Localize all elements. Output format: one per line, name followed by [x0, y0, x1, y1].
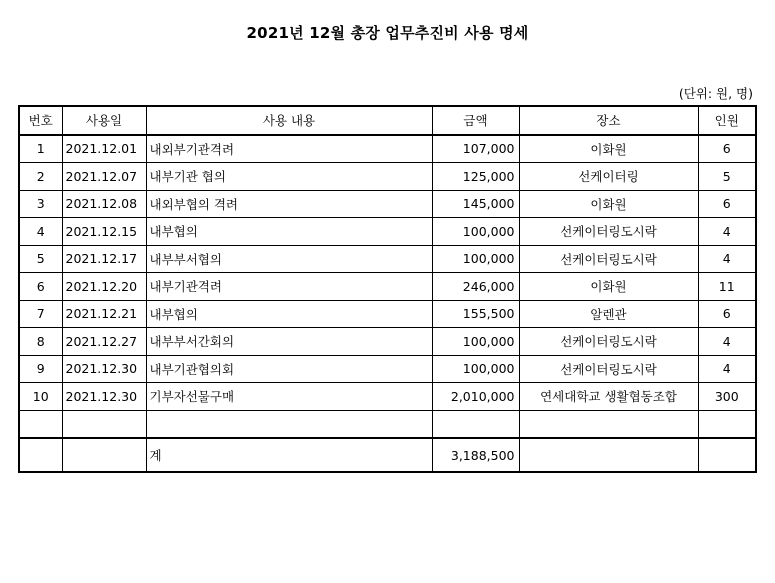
- table-row: [19, 163, 756, 191]
- cell-place: 선케이터링: [519, 163, 698, 191]
- cell-content: 내부부서간회의: [146, 328, 432, 356]
- cell-amount: 100,000: [432, 245, 519, 273]
- cell-no: 7: [19, 300, 62, 328]
- cell-content: 내외부기관격려: [146, 135, 432, 163]
- total-label: 계: [146, 438, 432, 472]
- cell-amount: 107,000: [432, 135, 519, 163]
- cell-content: 내부협의: [146, 300, 432, 328]
- cell-amount: 100,000: [432, 218, 519, 246]
- table-row-empty: [19, 410, 756, 438]
- cell-people: 4: [698, 245, 756, 273]
- table-row: [19, 300, 756, 328]
- cell-no: 4: [19, 218, 62, 246]
- cell-place: 선케이터링도시락: [519, 245, 698, 273]
- cell-place: 연세대학교 생활협동조합: [519, 383, 698, 411]
- table-row: [19, 328, 756, 356]
- cell-people: 4: [698, 355, 756, 383]
- cell-no: 3: [19, 190, 62, 218]
- cell-place: 이화원: [519, 135, 698, 163]
- cell-no: 6: [19, 273, 62, 301]
- cell-content: 내부협의: [146, 218, 432, 246]
- cell-people: 5: [698, 163, 756, 191]
- cell-date: 2021.12.17: [62, 245, 146, 273]
- cell-people: 11: [698, 273, 756, 301]
- cell-no: 5: [19, 245, 62, 273]
- cell-content: 내부기관협의회: [146, 355, 432, 383]
- cell-content: 기부자선물구매: [146, 383, 432, 411]
- cell-empty: [62, 410, 146, 438]
- cell-amount: 155,500: [432, 300, 519, 328]
- cell-empty: [519, 438, 698, 472]
- cell-date: 2021.12.20: [62, 273, 146, 301]
- total-row: [19, 438, 756, 472]
- cell-amount: 145,000: [432, 190, 519, 218]
- cell-content: 내부기관격려: [146, 273, 432, 301]
- cell-no: 2: [19, 163, 62, 191]
- cell-amount: 100,000: [432, 328, 519, 356]
- table-row: [19, 190, 756, 218]
- cell-date: 2021.12.01: [62, 135, 146, 163]
- cell-place: 선케이터링도시락: [519, 355, 698, 383]
- cell-people: 6: [698, 190, 756, 218]
- cell-empty: [432, 410, 519, 438]
- cell-date: 2021.12.30: [62, 383, 146, 411]
- unit-note: (단위: 원, 명): [678, 86, 753, 101]
- cell-people: 300: [698, 383, 756, 411]
- total-amount: 3,188,500: [432, 438, 519, 472]
- cell-people: 4: [698, 218, 756, 246]
- cell-people: 6: [698, 300, 756, 328]
- cell-amount: 100,000: [432, 355, 519, 383]
- cell-empty: [698, 438, 756, 472]
- table-header-row: [19, 106, 756, 135]
- cell-empty: [146, 410, 432, 438]
- cell-place: 이화원: [519, 273, 698, 301]
- table-row: [19, 273, 756, 301]
- cell-no: 9: [19, 355, 62, 383]
- cell-empty: [19, 438, 62, 472]
- cell-content: 내외부협의 격려: [146, 190, 432, 218]
- column-header-date: 사용일: [62, 106, 146, 135]
- cell-date: 2021.12.07: [62, 163, 146, 191]
- cell-date: 2021.12.15: [62, 218, 146, 246]
- cell-amount: 2,010,000: [432, 383, 519, 411]
- table-row: [19, 218, 756, 246]
- column-header-content: 사용 내용: [146, 106, 432, 135]
- cell-date: 2021.12.30: [62, 355, 146, 383]
- cell-place: 선케이터링도시락: [519, 328, 698, 356]
- table-row: [19, 383, 756, 411]
- column-header-place: 장소: [519, 106, 698, 135]
- cell-empty: [698, 410, 756, 438]
- cell-amount: 125,000: [432, 163, 519, 191]
- cell-empty: [62, 438, 146, 472]
- cell-place: 선케이터링도시락: [519, 218, 698, 246]
- table-row: [19, 245, 756, 273]
- cell-no: 1: [19, 135, 62, 163]
- column-header-people: 인원: [698, 106, 756, 135]
- cell-empty: [19, 410, 62, 438]
- cell-date: 2021.12.08: [62, 190, 146, 218]
- cell-content: 내부부서협의: [146, 245, 432, 273]
- table-row: [19, 355, 756, 383]
- column-header-amount: 금액: [432, 106, 519, 135]
- cell-place: 이화원: [519, 190, 698, 218]
- cell-people: 4: [698, 328, 756, 356]
- cell-place: 알렌관: [519, 300, 698, 328]
- page-title: 2021년 12월 총장 업무추진비 사용 명세: [246, 24, 529, 42]
- cell-amount: 246,000: [432, 273, 519, 301]
- cell-date: 2021.12.21: [62, 300, 146, 328]
- expense-table: [18, 105, 757, 473]
- cell-people: 6: [698, 135, 756, 163]
- table-row: [19, 135, 756, 163]
- cell-no: 8: [19, 328, 62, 356]
- cell-date: 2021.12.27: [62, 328, 146, 356]
- cell-no: 10: [19, 383, 62, 411]
- column-header-no: 번호: [19, 106, 62, 135]
- cell-empty: [519, 410, 698, 438]
- cell-content: 내부기관 협의: [146, 163, 432, 191]
